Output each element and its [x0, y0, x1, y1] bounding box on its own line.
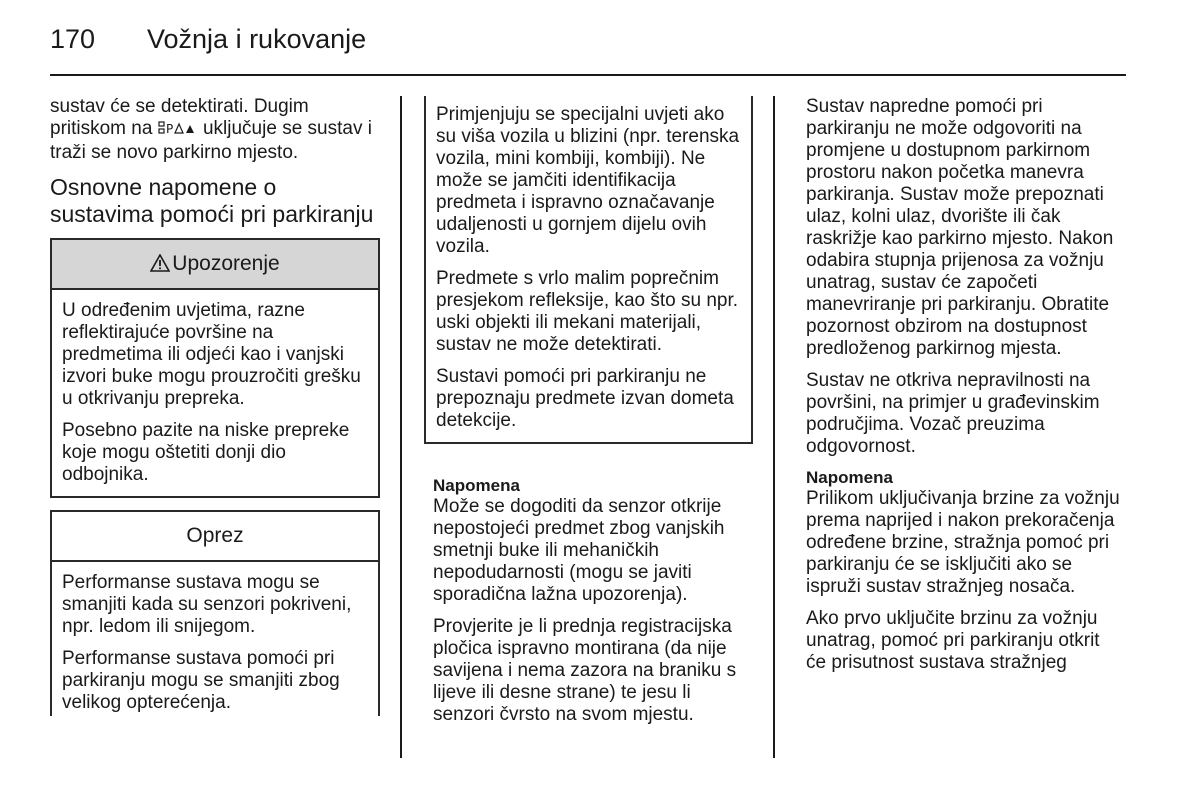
- caution-box-header: [52, 512, 378, 562]
- box-paragraph-2: Predmete s vrlo malim poprečnim presjekom refleksije, kao što su npr. uski objekti ili mekani materijali, sustav ne može detektirati.: [436, 268, 739, 355]
- note-title: Napomena: [806, 468, 893, 487]
- page-number: 170: [50, 24, 96, 54]
- caution-paragraph-2: Performanse sustava pomoći pri parkiranju mogu se smanjiti zbog velikog opterećenja.: [62, 648, 340, 713]
- parking-assist-icon: [158, 120, 198, 142]
- column-divider-right: [773, 96, 775, 758]
- paragraph-1: Sustav napredne pomoći pri parkiranju ne može odgovoriti na promjene u dostupnom parkirnom prostoru nakon početka manevra parkiranja. Sustav može prepoznati ulaz, kolni ulaz, dvorište ili čak raskrižje kao parkirno mjesto. Nakon odabira stupnja prijenosa za vožnju unatrag, sustav će započeti manevriranje pri parkiranju. Obratite pozornost obzirom na dostupnost predloženog parkirnog mjesta.: [806, 96, 1114, 359]
- column-1: [50, 96, 380, 728]
- note-text: Prilikom uključivanja brzine za vožnju prema naprijed i nakon prekoračenja određene brzine, stražnja pomoć pri parkiranju će se isključiti ako se ispruži sustav stražnjeg nosača.: [806, 488, 1120, 597]
- note-title: Napomena: [433, 476, 520, 495]
- paragraph-2: Sustav ne otkriva nepravilnosti na površini, na primjer u građevinskim područjima. Vozač preuzima odgovornost.: [806, 370, 1100, 457]
- column-2: [433, 476, 751, 736]
- column-3: [806, 96, 1124, 684]
- header-rule: [50, 74, 1126, 76]
- caution-title: Oprez: [186, 524, 244, 547]
- chapter-title: Vožnja i rukovanje: [147, 24, 367, 54]
- caution-box: [50, 510, 380, 716]
- warning-paragraph-1: U određenim uvjetima, razne reflektirajuće površine na predmetima ili odjeći kao i vanjski izvori buke mogu prouzročiti grešku u otkrivanju prepreka.: [62, 300, 361, 409]
- column-divider-left: [400, 96, 402, 758]
- paragraph-3: Ako prvo uključite brzinu za vožnju unatrag, pomoć pri parkiranju otkrit će prisutnost sustava stražnjeg: [806, 608, 1100, 673]
- warning-triangle-icon: [150, 242, 170, 260]
- svg-text:P: P: [165, 122, 173, 136]
- continued-caution-box: [424, 96, 753, 444]
- warning-title: Upozorenje: [172, 252, 280, 275]
- warning-paragraph-2: Posebno pazite na niske prepreke koje mogu oštetiti donji dio odbojnika.: [62, 420, 350, 485]
- intro-text-start: sustav će se detektirati. Dugim pritiskom na: [50, 96, 309, 139]
- warning-box-header: [52, 240, 378, 290]
- note-block: [433, 476, 751, 606]
- note-block: [806, 468, 1124, 598]
- intro-text-end: uključuje se sustav i traži se novo parkirno mjesto.: [50, 118, 372, 163]
- warning-box: [50, 238, 380, 498]
- paragraph-after-note: Provjerite je li prednja registracijska pločica ispravno montirana (da nije savijena i nema zazora na braniku s lijeve ili desne strane) te jesu li senzori čvrsto na svom mjestu.: [433, 616, 737, 725]
- note-text: Može se dogoditi da senzor otkrije nepostojeći predmet zbog vanjskih smetnji buke ili mehaničkih nepodudarnosti (mogu se javiti sporadična lažna upozorenja).: [433, 496, 725, 605]
- box-paragraph-3: Sustavi pomoći pri parkiranju ne prepoznaju predmete izvan dometa detekcije.: [436, 366, 734, 431]
- caution-paragraph-1: Performanse sustava mogu se smanjiti kada su senzori pokriveni, npr. ledom ili snijegom.: [62, 572, 352, 637]
- section-heading: Osnovne napomene o sustavima pomoći pri parkiranju: [50, 174, 374, 227]
- box-paragraph-1: Primjenjuju se specijalni uvjeti ako su viša vozila u blizini (npr. terenska vozila, mini kombiji, kombiji). Ne može se jamčiti identifikacija predmeta i ispravno označavanje udaljenosti u gornjem dijelu ovih vozila.: [436, 104, 740, 257]
- intro-paragraph: [50, 96, 380, 164]
